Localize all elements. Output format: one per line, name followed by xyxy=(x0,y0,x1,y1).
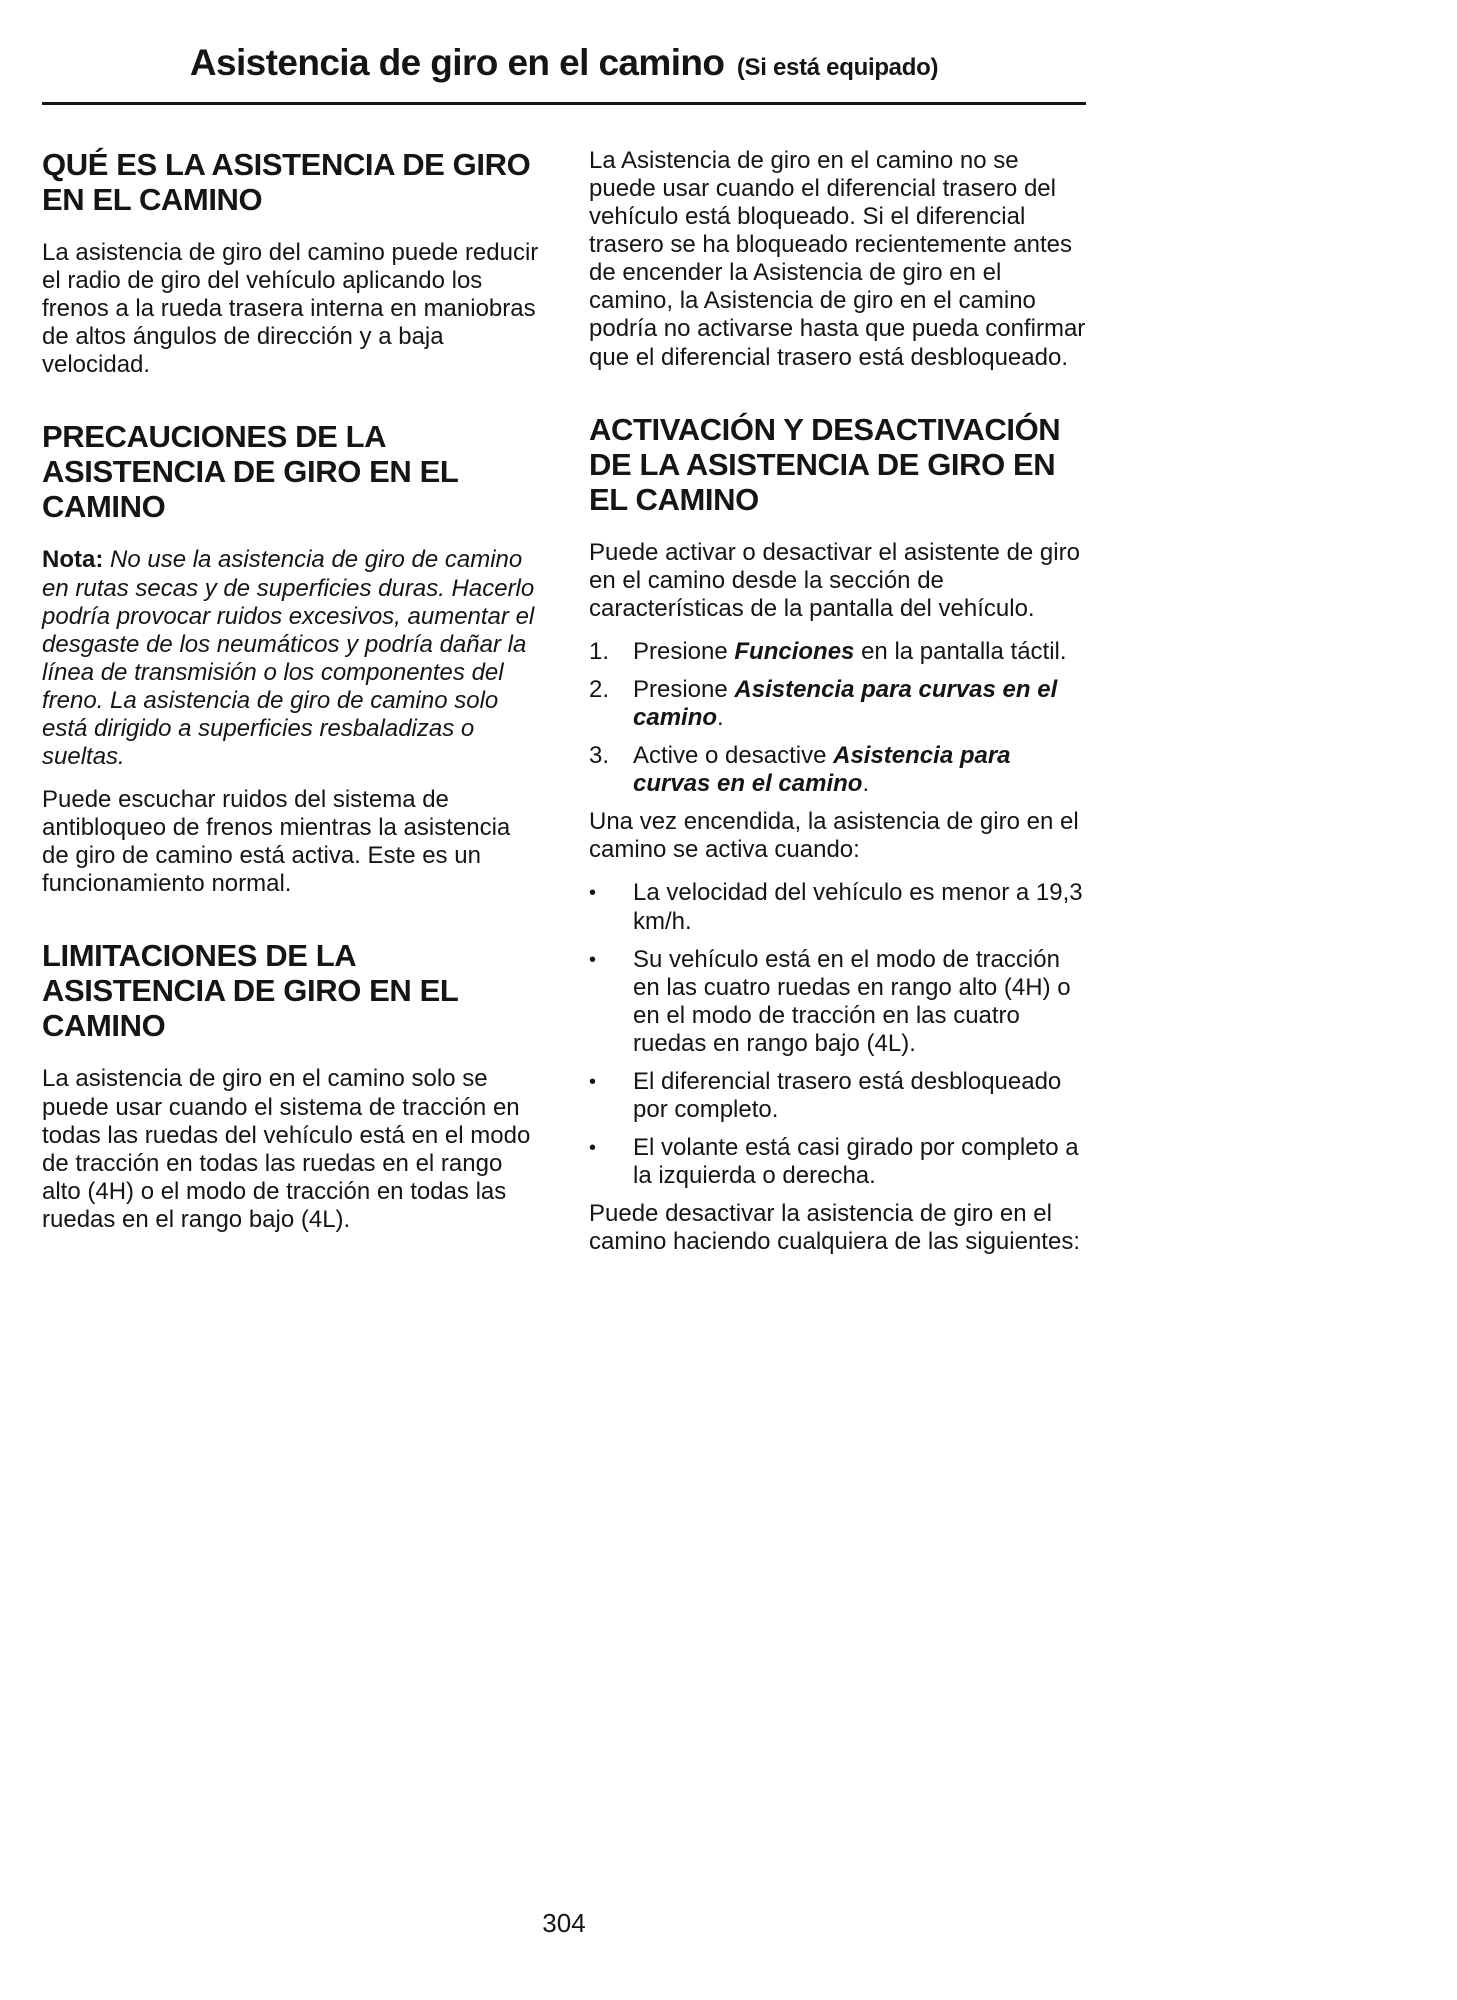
nota-label: Nota: xyxy=(42,546,104,574)
step-number: 3. xyxy=(589,742,610,770)
step-text-pre: Presione xyxy=(633,637,735,665)
bullet-icon: • xyxy=(589,948,597,971)
list-item xyxy=(589,638,1086,666)
heading-que-es: QUÉ ES LA ASISTENCIA DE GIRO EN EL CAMINO xyxy=(42,147,531,218)
step-number: 2. xyxy=(589,675,610,703)
bullet-text: La velocidad del vehículo es menor a 19,3 km/h. xyxy=(633,879,1083,935)
step-text xyxy=(633,676,1086,732)
paragraph-diferencial: La Asistencia de giro en el camino no se puede usar cuando el diferencial trasero del vehículo está bloqueado. Si el diferencial trasero se ha bloqueado recientemente antes de encender la Asistencia de giro en el camino, la Asistencia de giro en el camino podría no activarse hasta que pueda confirmar que el diferencial trasero está desbloqueado. xyxy=(589,147,1086,371)
page-title-suffix: (Si está equipado) xyxy=(736,54,939,81)
paragraph-activa-cuando: Una vez encendida, la asistencia de giro en el camino se activa cuando: xyxy=(589,808,1079,864)
heading-limitaciones: LIMITACIONES DE LA ASISTENCIA DE GIRO EN EL CAMINO xyxy=(42,938,458,1044)
page-header xyxy=(42,42,1086,105)
bullet-text: El volante está casi girado por completo a la izquierda o derecha. xyxy=(633,1134,1079,1190)
right-column xyxy=(589,147,1086,1271)
step-text xyxy=(633,742,1086,798)
step-number: 1. xyxy=(589,637,610,665)
conditions-bullet-list xyxy=(589,879,1086,1190)
paragraph-activacion-intro: Puede activar o desactivar el asistente de giro en el camino desde la sección de características de la pantalla del vehículo. xyxy=(589,538,1080,622)
paragraph-que-es-body: La asistencia de giro del camino puede reducir el radio de giro del vehículo aplicando los frenos a la rueda trasera interna en maniobras de altos ángulos de dirección y a baja velocidad. xyxy=(42,239,539,379)
list-item xyxy=(589,946,1086,1058)
bullet-text: Su vehículo está en el modo de tracción en las cuatro ruedas en rango alto (4H) o en el modo de tracción en las cuatro ruedas en rango bajo (4L). xyxy=(633,945,1071,1057)
step-text-pre: Presione xyxy=(633,675,735,703)
list-item xyxy=(589,1068,1086,1124)
two-column-body xyxy=(42,147,1086,1271)
step-term: Funciones xyxy=(734,637,855,665)
paragraph-nota xyxy=(42,546,539,771)
list-item xyxy=(589,879,1086,935)
step-term: Asistencia para curvas en el camino xyxy=(633,742,1011,798)
activation-steps-list xyxy=(589,638,1086,798)
step-text xyxy=(633,638,1086,666)
manual-page xyxy=(42,42,1086,1271)
paragraph-desactivar: Puede desactivar la asistencia de giro en el camino haciendo cualquiera de las siguientes: xyxy=(589,1200,1080,1256)
paragraph-limitaciones-body: La asistencia de giro en el camino solo se puede usar cuando el sistema de tracción en todas las ruedas del vehículo está en el modo de tracción en todas las ruedas en el rango alto (4H) o el modo de tracción en todas las ruedas en el rango bajo (4L). xyxy=(42,1065,531,1233)
list-item xyxy=(589,1134,1086,1190)
left-column xyxy=(42,147,539,1271)
heading-precauciones: PRECAUCIONES DE LA ASISTENCIA DE GIRO EN EL CAMINO xyxy=(42,419,458,525)
bullet-text: El diferencial trasero está desbloqueado por completo. xyxy=(633,1067,1062,1123)
bullet-icon: • xyxy=(589,1070,597,1093)
page-title xyxy=(42,42,1086,84)
step-text-post: en la pantalla táctil. xyxy=(854,637,1067,665)
list-item xyxy=(589,742,1086,798)
page-number: 304 xyxy=(542,1908,586,1938)
step-text-post: . xyxy=(717,704,724,732)
header-divider xyxy=(42,102,1086,105)
page-title-main: Asistencia de giro en el camino xyxy=(189,42,725,83)
nota-text: No use la asistencia de giro de camino en rutas secas y de superficies duras. Hacerlo podría provocar ruidos excesivos, aumentar el desgaste de los neumáticos y podría dañar la línea de transmisión o los componentes del freno. La asistencia de giro de camino solo está dirigido a superficies resbaladizas o sueltas. xyxy=(42,546,535,771)
bullet-icon: • xyxy=(589,882,597,905)
paragraph-precauciones-body: Puede escuchar ruidos del sistema de antibloqueo de frenos mientras la asistencia de giro de camino está activa. Este es un funcionamiento normal. xyxy=(42,786,511,898)
step-text-pre: Active o desactive xyxy=(633,742,834,770)
step-term: Asistencia para curvas en el camino xyxy=(633,675,1058,732)
list-item xyxy=(589,676,1086,732)
bullet-icon: • xyxy=(589,1137,597,1160)
step-text-post: . xyxy=(862,770,870,798)
heading-activacion: ACTIVACIÓN Y DESACTIVACIÓN DE LA ASISTENCIA DE GIRO EN EL CAMINO xyxy=(589,411,1061,517)
